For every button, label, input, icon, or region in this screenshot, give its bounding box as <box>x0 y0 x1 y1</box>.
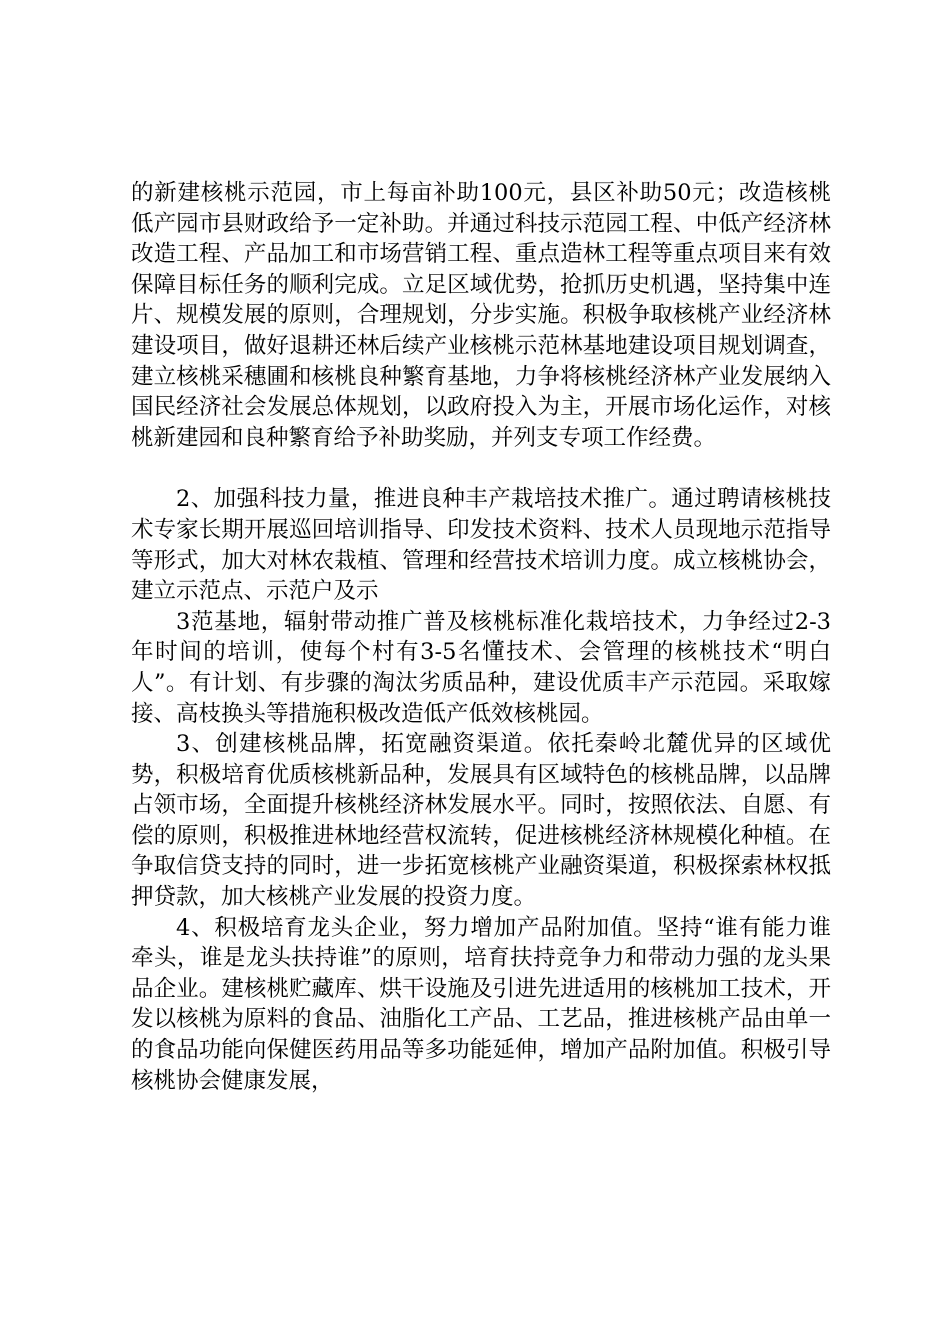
paragraph-tech-promotion: 2、加强科技力量，推进良种丰产栽培技术推广。通过聘请核桃技术专家长期开展巡回培训指导、印发技术资料、技术人员现地示范指导等形式，加大对林农栽植、管理和经营技术培训力度。成立核桃协会，建立示范点、示范户及示 <box>131 486 831 605</box>
paragraph-leading-enterprises: 4、积极培育龙头企业，努力增加产品附加值。坚持“谁有能力谁牵头，谁是龙头扶持谁”的原则，培育扶持竞争力和带动力强的龙头果品企业。建核桃贮藏库、烘干设施及引进先进适用的核桃加工技术，开发以核桃为原料的食品、油脂化工产品、工艺品，推进核桃产品由单一的食品功能向保健医药用品等多功能延伸，增加产品附加值。积极引导核桃协会健康发展， <box>131 914 831 1094</box>
paragraph-brand-financing: 3、创建核桃品牌，拓宽融资渠道。依托秦岭北麓优异的区域优势，积极培育优质核桃新品种，发展具有区域特色的核桃品牌，以品牌占领市场，全面提升核桃经济林发展水平。同时，按照依法、自愿、有偿的原则，积极推进林地经营权流转，促进核桃经济林规模化种植。在争取信贷支持的同时，进一步拓宽核桃产业融资渠道，积极探索林权抵押贷款，加大核桃产业发展的投资力度。 <box>131 731 831 911</box>
paragraph-demo-base: 3范基地，辐射带动推广普及核桃标准化栽培技术，力争经过2-3年时间的培训，使每个村有3-5名懂技术、会管理的核桃技术“明白人”。有计划、有步骤的淘汰劣质品种，建设优质丰产示范园。采取嫁接、高枝换头等措施积极改造低产低效核桃园。 <box>131 608 831 727</box>
document-body <box>131 178 831 1096</box>
paragraph-subsidy-continuation: 的新建核桃示范园，市上每亩补助100元，县区补助50元；改造核桃低产园市县财政给予一定补助。并通过科技示范园工程、中低产经济林改造工程、产品加工和市场营销工程、重点造林工程等重点项目来有效保障目标任务的顺利完成。立足区域优势，抢抓历史机遇，坚持集中连片、规模发展的原则，合理规划，分步实施。积极争取核桃产业经济林建设项目，做好退耕还林后续产业核桃示范林基地建设项目规划调查，建立核桃采穗圃和核桃良种繁育基地，力争将核桃经济林产业发展纳入国民经济社会发展总体规划，以政府投入为主，开展市场化运作，对核桃新建园和良种繁育给予补助奖励，并列支专项工作经费。 <box>131 180 831 451</box>
